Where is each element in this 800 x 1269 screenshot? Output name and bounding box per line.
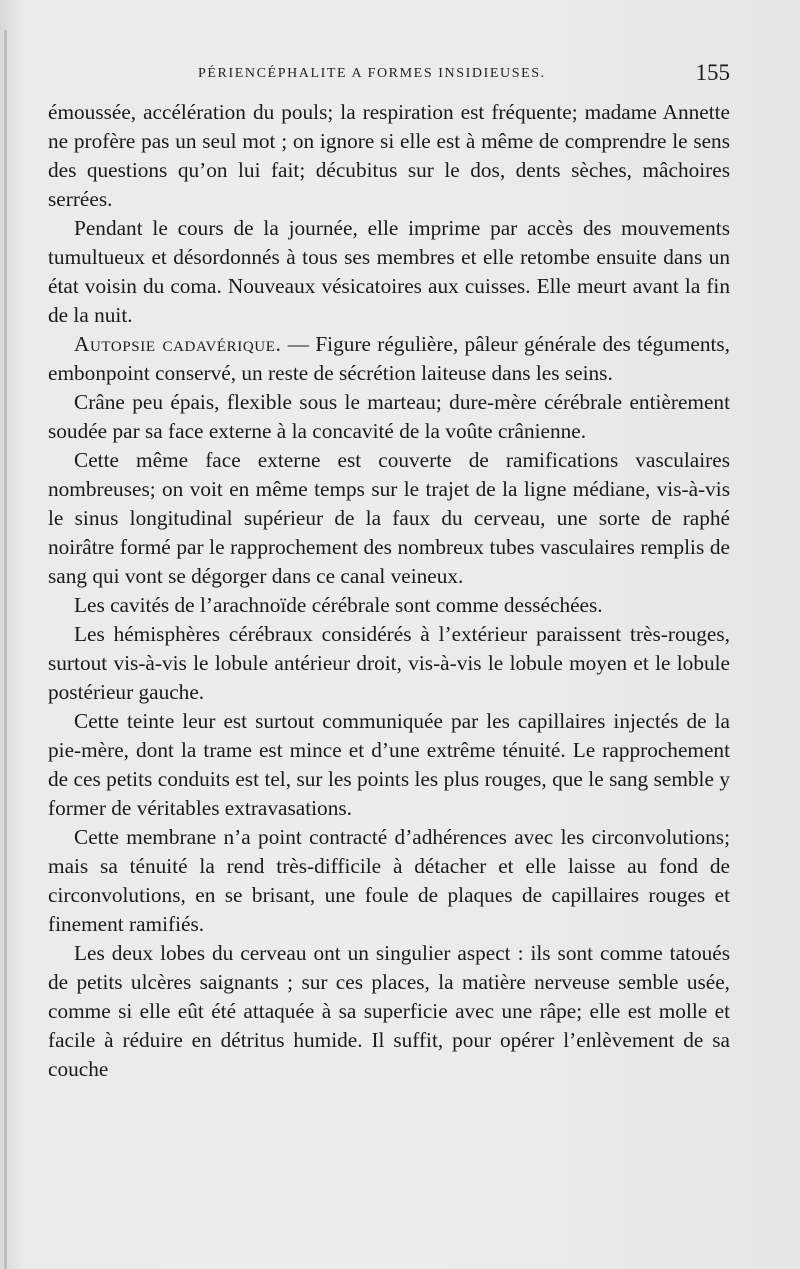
paragraph: Les hémisphères cérébraux considérés à l’extérieur paraissent très-rouges, surtout vis-à-vis le lobule antérieur droit, vis-à-vis le lobule moyen et le lobule postérieur gauche. xyxy=(48,622,730,704)
body-text xyxy=(48,98,730,1084)
page-gutter-edge xyxy=(4,30,7,1269)
running-title: PÉRIENCÉPHALITE A FORMES INSIDIEUSES. xyxy=(198,66,546,81)
autopsy-label: Autopsie cadavérique. xyxy=(74,332,282,356)
paragraph-text: — Figure régulière, pâleur générale des téguments, embonpoint conservé, un reste de sécrétion laiteuse dans les seins. xyxy=(48,332,731,385)
paragraph: Crâne peu épais, flexible sous le marteau; dure-mère cérébrale entièrement soudée par sa face externe à la concavité de la voûte crânienne. xyxy=(48,390,730,443)
running-header xyxy=(48,60,730,90)
paragraph: Cette membrane n’a point contracté d’adhérences avec les circonvolutions; mais sa ténuité la rend très-difficile à détacher et elle laisse au fond de circonvolutions, en se brisant, une foule de plaques de capillaires rouges et finement ramifiés. xyxy=(48,825,730,936)
paragraph: Cette teinte leur est surtout communiquée par les capillaires injectés de la pie-mère, dont la trame est mince et d’une extrême ténuité. Le rapprochement de ces petits conduits est tel, sur les points les plus rouges, que le sang semble y former de véritables extravasations. xyxy=(48,709,730,820)
paragraph: Pendant le cours de la journée, elle imprime par accès des mouvements tumultueux et désordonnés à tous ses membres et elle retombe ensuite dans un état voisin du coma. Nouveaux vésicatoires aux cuisses. Elle meurt avant la fin de la nuit. xyxy=(48,216,730,327)
page-number: 155 xyxy=(695,60,730,85)
paragraph-autopsy xyxy=(48,330,730,388)
paragraph: émoussée, accélération du pouls; la respiration est fréquente; madame Annette ne profère pas un seul mot ; on ignore si elle est à même de comprendre le sens des questions qu’on lui fait; décubitus sur le dos, dents sèches, mâchoires serrées. xyxy=(48,100,730,211)
paragraph: Les cavités de l’arachnoïde cérébrale sont comme desséchées. xyxy=(74,593,603,617)
paragraph: Les deux lobes du cerveau ont un singulier aspect : ils sont comme tatoués de petits ulcères saignants ; sur ces places, la matière nerveuse semble usée, comme si elle eût été attaquée à sa superficie avec une râpe; elle est molle et facile à réduire en détritus humide. Il suffit, pour opérer l’enlèvement de sa couche xyxy=(48,941,730,1081)
paragraph: Cette même face externe est couverte de ramifications vasculaires nombreuses; on voit en même temps sur le trajet de la ligne médiane, vis-à-vis le sinus longitudinal supérieur de la faux du cerveau, une sorte de raphé noirâtre formé par le rapprochement des nombreux tubes vasculaires remplis de sang qui vont se dégorger dans ce canal veineux. xyxy=(48,448,730,588)
